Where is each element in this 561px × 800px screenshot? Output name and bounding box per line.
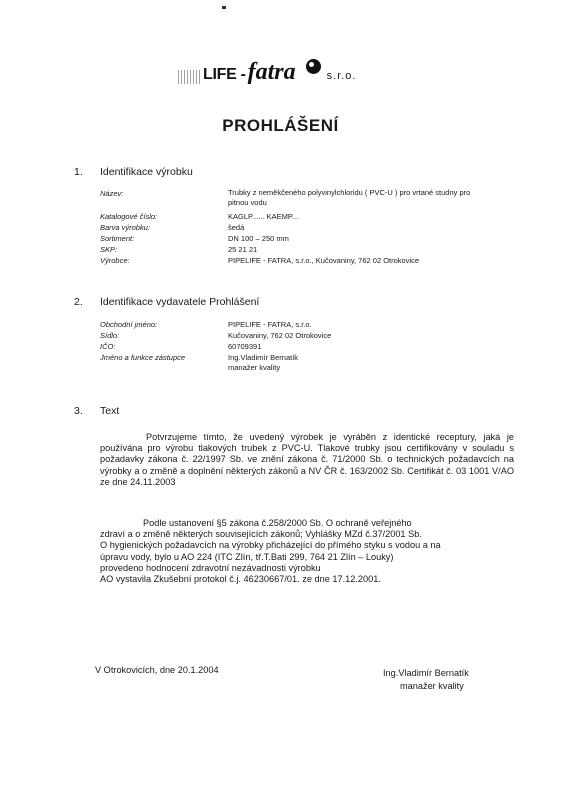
field-label-business-name: Obchodní jméno: <box>100 320 158 329</box>
field-value-seat: Kučovaniny, 762 02 Otrokovice <box>228 331 332 340</box>
paragraph2-line: O hygienických požadavcích na výrobky přicházející do přímého styku s vodou a na <box>100 540 441 551</box>
field-label-name: Název: <box>100 189 124 198</box>
logo-fatra-text: fatra <box>247 59 296 85</box>
field-value-manufacturer: PIPELIFE - FATRA, s.r.o., Kučovaniny, 762 02 Otrokovice <box>228 256 420 265</box>
field-value-ico: 60709391 <box>228 342 262 351</box>
signer-name: Ing.Vladimír Bernatík <box>383 668 469 678</box>
field-label-skp: SKP: <box>100 245 118 254</box>
statement-paragraph-2 <box>100 518 520 585</box>
logo-life-text: LIFE - <box>203 66 246 83</box>
statement-paragraph-1: Potvrzujeme tímto, že uvedený výrobek je vyráběn z identické receptury, jaká je používána pro výrobu tlakových trubek z PVC-U. Tlakové trubky jsou certifikovány v souladu s požadavky zákona č. 22/1997 Sb. ve znění zákona č. 71/2000 Sb. o technických požadavcích na výrobky a o změně a doplnění některých zákonů a NV ČR č. 163/2002 Sb. Certifikát č. 03 1001 V/AO ze dne 24.11.2003 <box>100 432 514 487</box>
section2-number: 2. <box>74 296 83 308</box>
field-label-seat: Sídlo: <box>100 331 120 340</box>
paragraph2-line: AO vystavila Zkušební protokol č.j. 46230667/01. ze dne 17.12.2001. <box>100 574 381 585</box>
company-logo <box>178 56 356 84</box>
document-title: PROHLÁŠENÍ <box>222 116 339 135</box>
field-value-representative: Ing.Vladimír Bernatík manažer kvality <box>228 353 299 372</box>
logo-ball-icon <box>306 59 321 74</box>
field-value-color: šedá <box>228 223 245 232</box>
scan-mark <box>222 6 226 9</box>
field-label-ico: IČO: <box>100 342 116 351</box>
field-value-name: Trubky z neměkčeného polyvinylchloridu ( PVC-U ) pro vrtané studny pro pitnou vodu <box>228 188 471 207</box>
logo-sro-text: s.r.o. <box>326 70 357 82</box>
section1-heading: Identifikace výrobku <box>100 166 193 178</box>
section3-heading: Text <box>100 405 120 417</box>
paragraph2-line: zdraví a o změně některých souvisejících zákonů; Vyhlášky MZd č.37/2001 Sb. <box>100 529 422 540</box>
field-label-range: Sortiment: <box>100 234 135 243</box>
field-label-manufacturer: Výrobce: <box>100 256 130 265</box>
paragraph2-line: Podle ustanovení §5 zákona č.258/2000 Sb. O ochraně veřejného <box>143 518 412 528</box>
field-value-business-name: PIPELIFE - FATRA, s.r.o. <box>228 320 312 329</box>
section2-heading: Identifikace vydavatele Prohlášení <box>100 296 260 308</box>
field-label-catalog: Katalogové číslo: <box>100 212 158 221</box>
paragraph2-line: úpravu vody, bylo u AO 224 (ITC Zlín, tř.T.Bati 299, 764 21 Zlín – Louky) <box>100 551 394 562</box>
logo-dots-decoration <box>178 70 200 84</box>
section1-number: 1. <box>74 166 83 178</box>
field-value-catalog: KAGLP...... KAEMP... <box>228 212 299 221</box>
place-and-date: V Otrokovicích, dne 20.1.2004 <box>95 665 219 675</box>
signer-role: manažer kvality <box>400 681 464 691</box>
field-label-representative: Jméno a funkce zástupce <box>100 353 186 362</box>
paragraph2-line: provedeno hodnocení zdravotní nezávadnosti výrobku <box>100 562 321 573</box>
field-value-range: DN 100 – 250 mm <box>228 234 289 243</box>
field-value-skp: 25 21 21 <box>228 245 258 254</box>
field-label-color: Barva výrobku: <box>100 223 151 232</box>
section3-number: 3. <box>74 405 83 417</box>
